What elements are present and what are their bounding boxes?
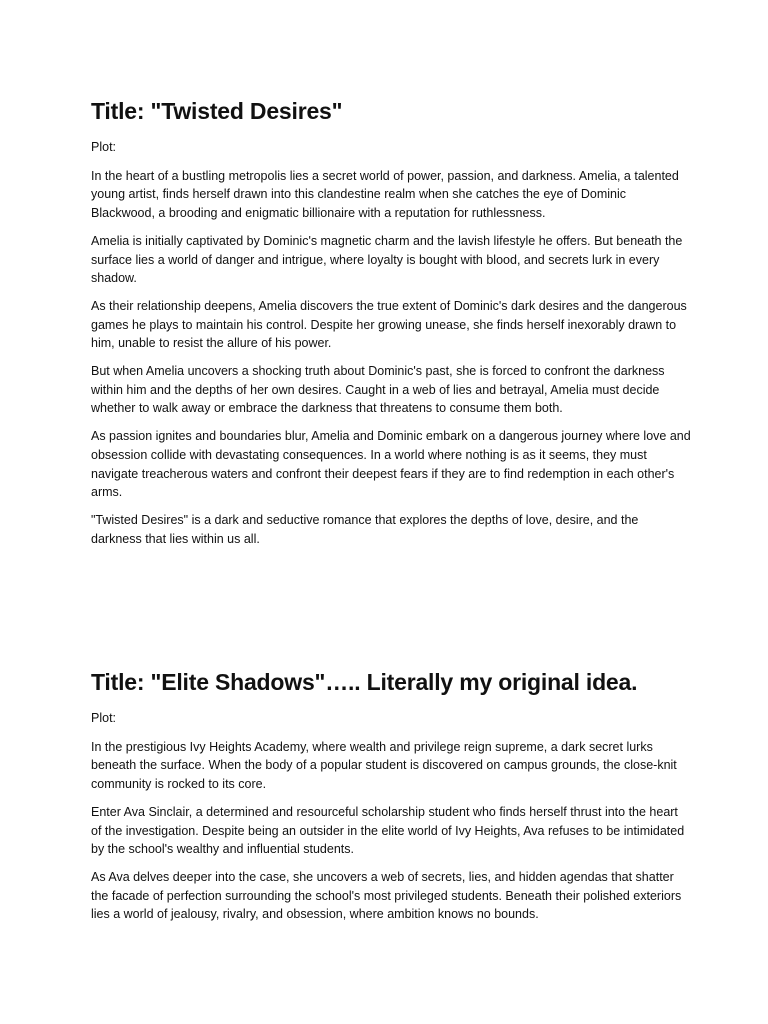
plot-paragraph: Amelia is initially captivated by Dominic's magnetic charm and the lavish lifestyle he offers. But beneath the surface lies a world of danger and intrigue, where loyalty is bought with blood, and secrets lurk in every shadow. — [91, 233, 683, 286]
story-title: Title: "Elite Shadows"….. Literally my original idea. — [91, 669, 638, 695]
plot-paragraph: As their relationship deepens, Amelia discovers the true extent of Dominic's dark desires and the dangerous games he plays to maintain his control. Despite her growing unease, she finds herself inexorably drawn to him, unable to resist the allure of his power. — [91, 298, 687, 351]
story-section-elite-shadows — [91, 667, 691, 933]
plot-paragraph: "Twisted Desires" is a dark and seductive romance that explores the depths of love, desire, and the darkness that lies within us all. — [91, 512, 639, 546]
plot-label: Plot: — [91, 711, 117, 725]
story-title: Title: "Twisted Desires" — [91, 98, 343, 124]
plot-label: Plot: — [91, 140, 117, 154]
story-section-twisted-desires — [91, 96, 691, 557]
plot-paragraph: In the prestigious Ivy Heights Academy, where wealth and privilege reign supreme, a dark secret lurks beneath the surface. When the body of a popular student is discovered on campus grounds, the close-knit community is rocked to its core. — [91, 739, 677, 792]
plot-paragraph: But when Amelia uncovers a shocking truth about Dominic's past, she is forced to confront the darkness within him and the depths of her own desires. Caught in a web of lies and betrayal, Amelia must decide whether to walk away or embrace the darkness that threatens to consume them both. — [91, 364, 665, 416]
plot-paragraph: As passion ignites and boundaries blur, Amelia and Dominic embark on a dangerous journey where love and obsession collide with devastating consequences. In a world where nothing is as it seems, they must navigate treacherous waters and confront their deepest fears if they are to find redemption in each other's arms. — [91, 429, 691, 500]
plot-paragraph: Enter Ava Sinclair, a determined and resourceful scholarship student who finds herself thrust into the heart of the investigation. Despite being an outsider in the elite world of Ivy Heights, Ava refuses to be intimidated by the school's wealthy and influential students. — [91, 804, 685, 857]
plot-paragraph: As Ava delves deeper into the case, she uncovers a web of secrets, lies, and hidden agendas that shatter the facade of perfection surrounding the school's most privileged students. Beneath their polished exteriors lies a world of jealousy, rivalry, and obsession, where ambition knows no bounds. — [91, 869, 682, 922]
plot-paragraph: In the heart of a bustling metropolis lies a secret world of power, passion, and darkness. Amelia, a talented young artist, finds herself drawn into this clandestine realm when she catches the eye of Dominic Blackwood, a brooding and enigmatic billionaire with a reputation for ruthlessness. — [91, 168, 679, 221]
